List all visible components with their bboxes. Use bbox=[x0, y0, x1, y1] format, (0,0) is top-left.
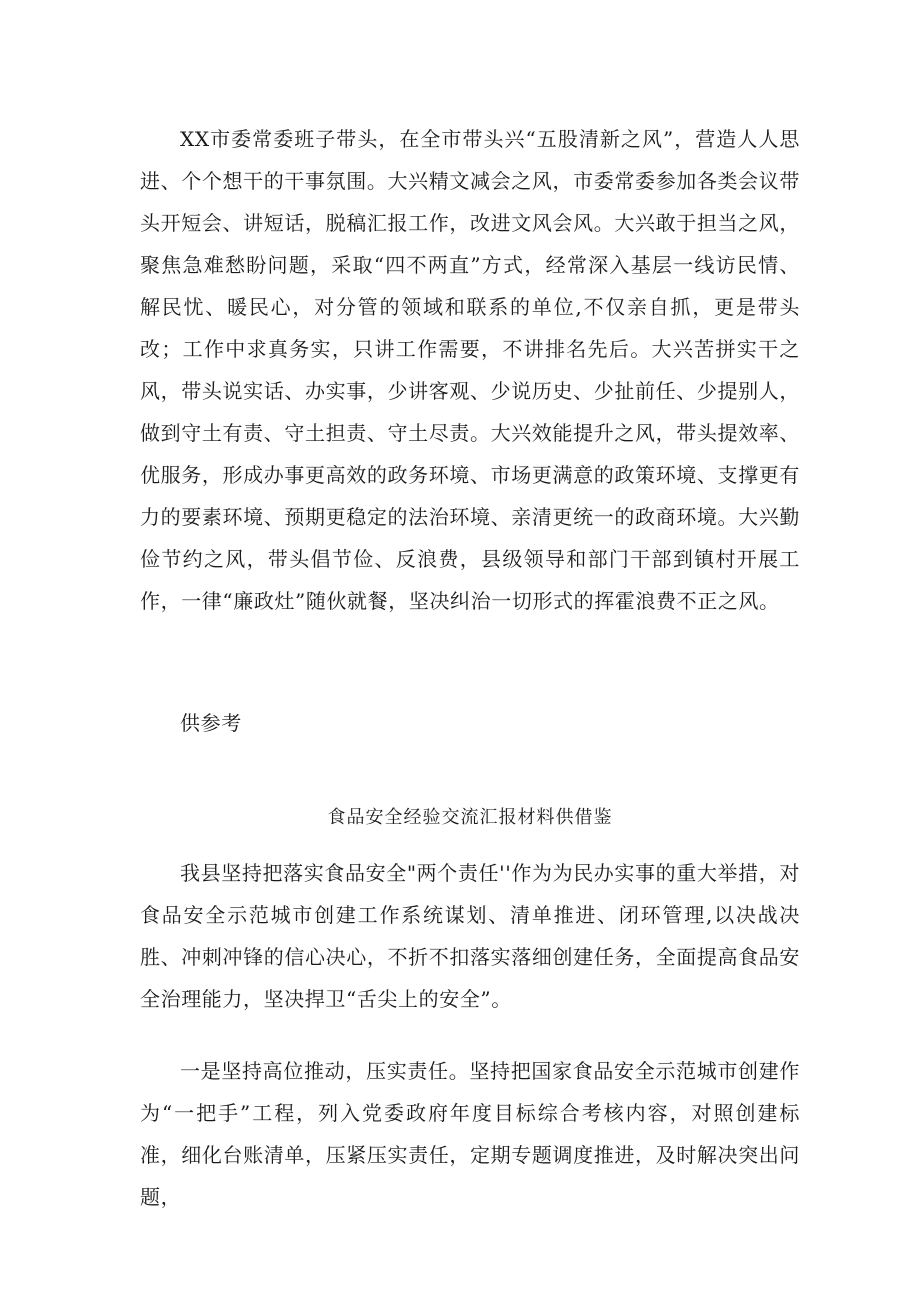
reference-note: 供参考 bbox=[180, 711, 242, 735]
body-paragraph-point-one: 一是坚持高位推动，压实责任。坚持把国家食品安全示范城市创建作为“一把手”工程，列入党委政府年度目标综合考核内容，对照创建标准，细化台账清单，压紧压实责任，定期专题调度推进，及时解决突出问题， bbox=[140, 1059, 800, 1209]
section-title: 食品安全经验交流汇报材料供借鉴 bbox=[327, 807, 613, 828]
body-paragraph-intro: 我县坚持把落实食品安全"两个责任''作为为民办实事的重大举措，对食品安全示范城市创建工作系统谋划、清单推进、闭环管理,以决战决胜、冲刺冲锋的信心决心，不折不扣落实落细创建任务，全面提高食品安全治理能力，坚决捍卫“舌尖上的安全”。 bbox=[140, 861, 800, 1011]
body-paragraph-party-style: XX市委常委班子带头，在全市带头兴“五股清新之风”，营造人人思进、个个想干的干事氛围。大兴精文减会之风，市委常委参加各类会议带头开短会、讲短话，脱稿汇报工作，改进文风会风。大兴敢于担当之风，聚焦急难愁盼问题，采取“四不两直”方式，经常深入基层一线访民情、解民忧、暖民心，对分管的领域和联系的单位,不仅亲自抓，更是带头改；工作中求真务实，只讲工作需要，不讲排名先后。大兴苦拼实干之风，带头说实话、办实事，少讲客观、少说历史、少扯前任、少提别人，做到守土有责、守土担责、守土尽责。大兴效能提升之风，带头提效率、优服务，形成办事更高效的政务环境、市场更满意的政策环境、支撑更有力的要素环境、预期更稳定的法治环境、亲清更统一的政商环境。大兴勤俭节约之风，带头倡节俭、反浪费，县级领导和部门干部到镇村开展工作，一律“廉政灶”随伙就餐，坚决纠治一切形式的挥霍浪费不正之风。 bbox=[140, 127, 800, 613]
